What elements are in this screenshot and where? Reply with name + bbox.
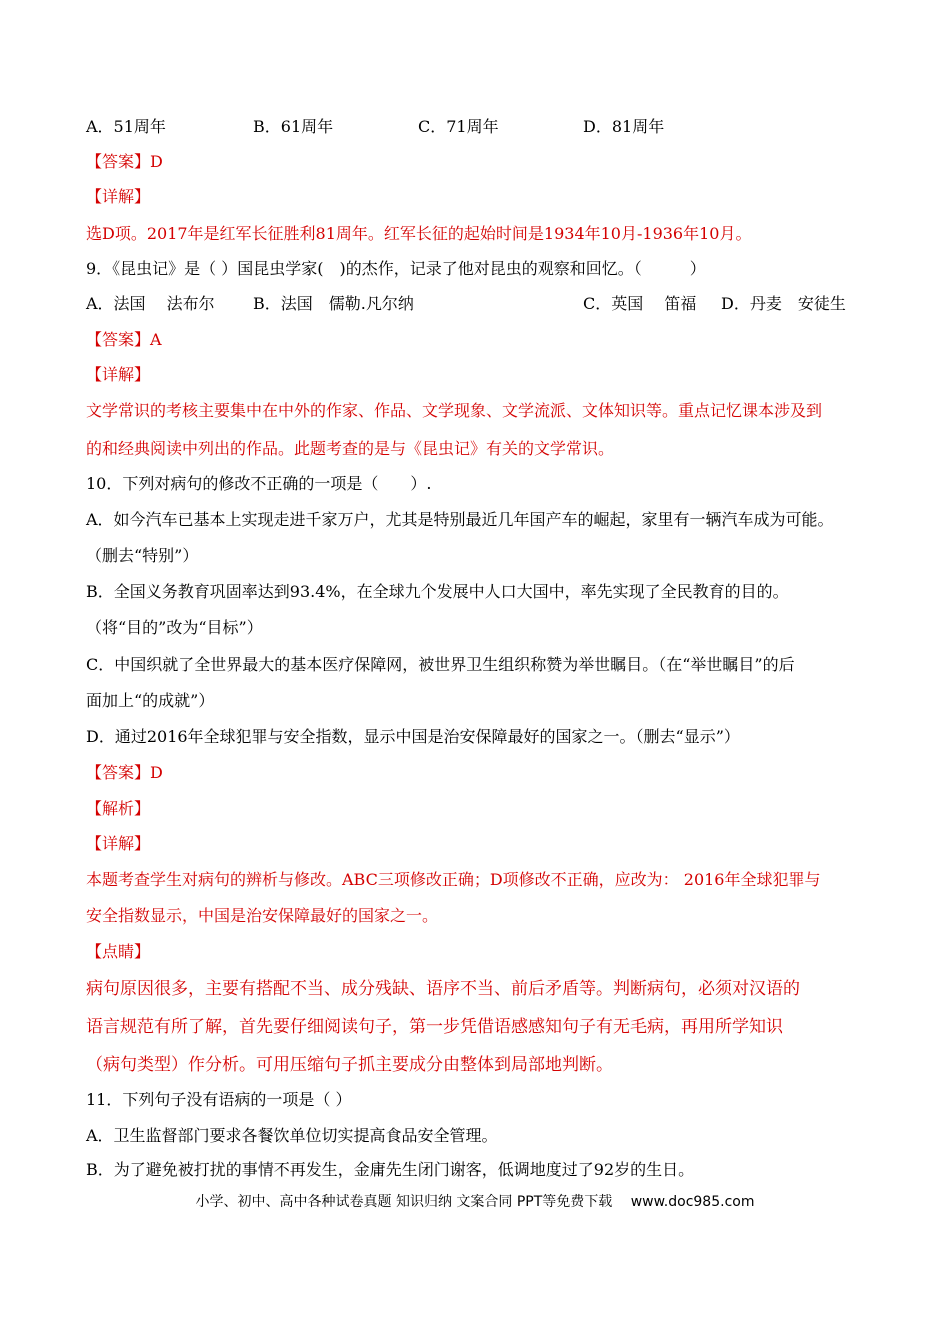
q10-detail-line-1: 本题考查学生对病句的辨析与修改。ABC三项修改正确；D项修改不正确，应改为： 2016年全球犯罪与 <box>86 870 821 889</box>
q10-tip-label: 【点睛】 <box>86 942 151 961</box>
q8-option-d: D．81周年 <box>583 117 665 136</box>
q10-option-c-line-1: C．中国织就了全世界最大的基本医疗保障网，被世界卫生组织称赞为举世瞩目。（在“举世瞩目”的后 <box>86 655 795 674</box>
q8-option-c: C．71周年 <box>418 117 499 136</box>
q10-detail-line-2: 安全指数显示，中国是治安保障最好的国家之一。 <box>86 906 439 925</box>
q8-answer: 【答案】D <box>86 152 163 171</box>
q10-option-a-line-2: （删去“特别”） <box>86 546 199 565</box>
q10-tip-line-1: 病句原因很多，主要有搭配不当、成分残缺、语序不当、前后矛盾等。判断病句，必须对汉语的 <box>86 979 800 999</box>
q10-option-b-line-1: B．全国义务教育巩固率达到93.4%，在全球九个发展中人口大国中，率先实现了全民教育的目的。 <box>86 582 789 601</box>
q10-tip-line-2: 语言规范有所了解，首先要仔细阅读句子，第一步凭借语感感知句子有无毛病，再用所学知识 <box>86 1017 783 1037</box>
q10-tip-line-3: （病句类型）作分析。可用压缩句子抓主要成分由整体到局部地判断。 <box>86 1055 613 1075</box>
q10-option-b-line-2: （将“目的”改为“目标”） <box>86 618 263 637</box>
q9-option-a: A．法国 法布尔 <box>86 294 215 313</box>
q9-detail-line-2: 的和经典阅读中列出的作品。此题考查的是与《昆虫记》有关的文学常识。 <box>86 439 615 458</box>
q9-option-d: D．丹麦 安徒生 <box>721 294 846 313</box>
q9-option-c: C．英国 笛福 <box>583 294 697 313</box>
q10-option-a-line-1: A．如今汽车已基本上实现走进千家万户，尤其是特别最近几年国产车的崛起，家里有一辆汽车成为可能。 <box>86 510 834 529</box>
q8-detail: 选D项。2017年是红军长征胜利81周年。红军长征的起始时间是1934年10月-1936年10月。 <box>86 224 752 243</box>
q9-detail-line-1: 文学常识的考核主要集中在中外的作家、作品、文学现象、文学流派、文体知识等。重点记忆课本涉及到 <box>86 401 823 420</box>
q8-detail-label: 【详解】 <box>86 187 151 206</box>
q10-answer: 【答案】D <box>86 763 163 782</box>
q10-analysis-label: 【解析】 <box>86 799 151 818</box>
q10-option-c-line-2: 面加上“的成就”） <box>86 691 215 710</box>
q11-option-b: B．为了避免被打扰的事情不再发生，金庸先生闭门谢客，低调地度过了92岁的生日。 <box>86 1160 695 1179</box>
q10-option-d: D．通过2016年全球犯罪与安全指数，显示中国是治安保障最好的国家之一。（删去“显示”） <box>86 727 740 746</box>
q8-option-b: B．61周年 <box>253 117 334 136</box>
q11-stem: 11．下列句子没有语病的一项是（ ） <box>86 1090 352 1109</box>
q8-option-a: A．51周年 <box>86 117 166 136</box>
page-footer: 小学、初中、高中各种试卷真题 知识归纳 文案合同 PPT等免费下载 www.doc985.com <box>195 1194 755 1210</box>
q9-answer: 【答案】A <box>86 330 162 349</box>
q9-stem: 9．《昆虫记》是（ ）国昆虫学家( )的杰作，记录了他对昆虫的观察和回忆。（ ） <box>86 259 706 278</box>
q10-stem: 10．下列对病句的修改不正确的一项是（ ）. <box>86 474 432 493</box>
q9-detail-label: 【详解】 <box>86 365 151 384</box>
q11-option-a: A．卫生监督部门要求各餐饮单位切实提高食品安全管理。 <box>86 1126 498 1145</box>
q10-detail-label: 【详解】 <box>86 834 151 853</box>
q9-option-b: B．法国 儒勒.凡尔纳 <box>253 294 414 313</box>
